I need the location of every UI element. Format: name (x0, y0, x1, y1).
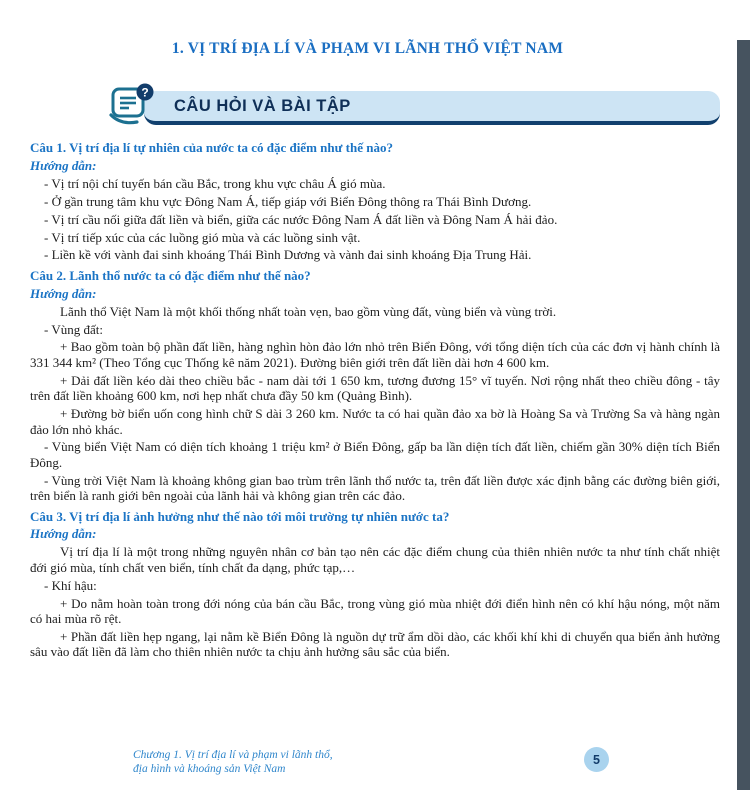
page-title: 1. VỊ TRÍ ĐỊA LÍ VÀ PHẠM VI LÃNH THỔ VIỆT NAM (171, 40, 564, 57)
paragraph: Lãnh thổ Việt Nam là một khối thống nhất toàn vẹn, bao gồm vùng đất, vùng biển và vùng trời. (60, 303, 557, 319)
svg-text:?: ? (141, 85, 149, 100)
paragraph: Vị trí địa lí là một trong những nguyên nhân cơ bản tạo nên các đặc điểm chung của thiên nhiên nước ta như tính chất nhiệt đới gió mùa, tính chất ven biển, tính chất đa dạng, phức tạp,… (30, 544, 720, 575)
page-number-badge: 5 (584, 747, 609, 772)
list-item: - Vị trí tiếp xúc của các luồng gió mùa và các luồng sinh vật. (44, 229, 361, 245)
paragraph: + Đường bờ biển uốn cong hình chữ S dài 3 260 km. Nước ta có hai quần đảo xa bờ là Hoàng Sa và Trường Sa và hàng ngàn đảo lớn nhỏ khác. (30, 406, 720, 437)
footer-chapter-line1: Chương 1. Vị trí địa lí và phạm vi lãnh thổ, (133, 749, 333, 761)
section-header-label: CÂU HỎI VÀ BÀI TẬP (174, 96, 351, 115)
list-item: - Ở gần trung tâm khu vực Đông Nam Á, tiếp giáp với Biển Đông thông ra Thái Bình Dương. (44, 193, 532, 209)
section-header-box (144, 91, 720, 125)
guide-label: Hướng dẫn: (30, 285, 97, 301)
list-item: - Vị trí cầu nối giữa đất liền và biển, giữa các nước Đông Nam Á đất liền và Đông Nam Á hải đảo. (44, 211, 558, 227)
paragraph: + Bao gồm toàn bộ phần đất liền, hàng nghìn hòn đảo lớn nhỏ trên Biển Đông, với tổng diện tích của các đơn vị hành chính là 331 344 km² (Theo Tổng cục Thống kê năm 2021). Đường biên giới trên đất liền dài hơn 4 600 km. (30, 339, 720, 370)
list-item: - Liền kề với vành đai sinh khoáng Thái Bình Dương và vành đai sinh khoáng Địa Trung Hải. (44, 247, 532, 263)
paragraph: + Phần đất liền hẹp ngang, lại nằm kề Biển Đông là nguồn dự trữ ẩm dồi dào, các khối khí khi di chuyển qua biển ảnh hưởng sâu vào đất liền đã làm cho thiên nhiên nước ta chịu ảnh hưởng sâu sắc của biển. (30, 628, 720, 660)
paragraph: + Do nằm hoàn toàn trong đới nóng của bán cầu Bắc, trong vùng gió mùa nhiệt đới điển hình nên có khí hậu nóng, một năm có hai mùa rõ rệt. (30, 595, 720, 626)
list-item: - Khí hậu: (44, 577, 97, 593)
question-heading: Câu 2. Lãnh thổ nước ta có đặc điểm như thế nào? (30, 267, 311, 283)
paragraph: + Dải đất liền kéo dài theo chiều bắc - nam dài tới 1 650 km, tương đương 15° vĩ tuyến. Nơi rộng nhất theo chiều đông - tây trên đất liền khoảng 600 km, nơi hẹp nhất chưa đầy 50 km (Quảng Bình). (30, 372, 720, 404)
footer-chapter-line2: địa hình và khoáng sản Việt Nam (133, 762, 286, 775)
question-heading: Câu 1. Vị trí địa lí tự nhiên của nước ta có đặc điểm như thế nào? (30, 140, 393, 155)
list-item: - Vùng biển Việt Nam có diện tích khoảng 1 triệu km² ở Biển Đông, gấp ba lần diện tích đất liền, chiếm gần 30% diện tích Biển Đông. (30, 439, 720, 470)
question-document-icon (106, 82, 160, 128)
footer-chapter (133, 749, 333, 776)
guide-label: Hướng dẫn: (30, 157, 97, 173)
guide-label: Hướng dẫn: (30, 526, 97, 542)
list-item: - Vị trí nội chí tuyến bán cầu Bắc, trong khu vực châu Á gió mùa. (44, 175, 386, 191)
list-item: - Vùng trời Việt Nam là khoảng không gian bao trùm trên lãnh thổ nước ta, trên đất liền được xác định bằng các đường biên giới, trên biển là ranh giới bên ngoài của lãnh hải và không gian trên các đảo. (30, 472, 720, 504)
section-header (106, 85, 720, 128)
list-item: - Vùng đất: (44, 321, 103, 337)
document-body (30, 140, 720, 660)
question-heading: Câu 3. Vị trí địa lí ảnh hưởng như thế nào tới môi trường tự nhiên nước ta? (30, 508, 450, 524)
page-edge-strip (737, 40, 750, 790)
